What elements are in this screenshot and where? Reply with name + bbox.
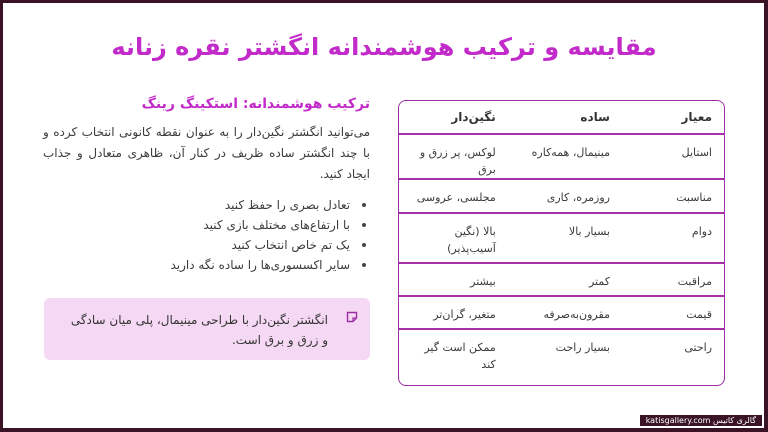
table-cell: ممکن است گیر کند [424, 341, 496, 371]
table-cell: مقرون‌به‌صرفه [543, 308, 610, 321]
frame-right [764, 0, 768, 432]
header-criterion: معیار [681, 110, 712, 124]
bullet-item [43, 195, 370, 215]
bullet-text: تعادل بصری را حفظ کنید [224, 198, 350, 212]
frame-top [0, 0, 768, 3]
note-box [44, 298, 370, 360]
table-row [399, 296, 724, 329]
bullet-text: با ارتفاع‌های مختلف بازی کنید [203, 218, 350, 232]
table-cell: مینیمال، همه‌کاره [531, 146, 610, 159]
content-section [43, 96, 370, 275]
table-cell: مجلسی، عروسی [416, 191, 496, 204]
table-cell: بالا (نگین آسیب‌پذیر) [447, 225, 496, 255]
table-row [399, 179, 724, 213]
frame-left [0, 0, 3, 432]
table-cell: متغیر، گران‌تر [433, 308, 496, 321]
bullet-item [43, 255, 370, 275]
table-cell: بسیار بالا [568, 225, 610, 238]
slide-title: مقایسه و ترکیب هوشمندانه انگشتر نقره زنانه [111, 33, 657, 61]
table-row [399, 134, 724, 179]
bullet-dot-icon [362, 223, 366, 227]
table-cell: بیشتر [470, 275, 496, 288]
table-cell: دوام [691, 225, 712, 238]
bullet-text: سایر اکسسوری‌ها را ساده نگه دارید [170, 258, 350, 272]
header-simple: ساده [580, 110, 610, 124]
header-stone: نگین‌دار [451, 110, 496, 124]
watermark: گالری کاتیس katisgallery.com [640, 415, 762, 426]
bullet-text: یک تم خاص انتخاب کنید [231, 238, 350, 252]
frame-bottom [0, 428, 768, 432]
bullet-item [43, 235, 370, 255]
table-row [399, 263, 724, 296]
table-cell: کمتر [588, 275, 610, 288]
sticky-note-icon [346, 311, 358, 323]
section-subtitle: ترکیب هوشمندانه: استکینگ رینگ [141, 96, 370, 112]
bullet-dot-icon [362, 243, 366, 247]
table-cell: استایل [681, 146, 712, 159]
table-cell: روزمره، کاری [546, 191, 610, 204]
bullet-item [43, 215, 370, 235]
bullet-list [43, 195, 370, 275]
bullet-dot-icon [362, 263, 366, 267]
table-cell: لوکس، پر زرق و برق [419, 146, 496, 176]
table-row [399, 213, 724, 263]
section-paragraph: می‌توانید انگشتر نگین‌دار را به عنوان نقطه کانونی انتخاب کرده و با چند انگشتر ساده ظریف در کنار آن، ظاهری متعادل و جذاب ایجاد کنید. [43, 125, 370, 181]
table-cell: مناسبت [676, 191, 712, 204]
table-cell: بسیار راحت [555, 341, 610, 354]
table-cell: راحتی [684, 341, 712, 354]
table-header-row [399, 101, 724, 134]
bullet-dot-icon [362, 203, 366, 207]
note-text: انگشتر نگین‌دار با طراحی مینیمال، پلی میان سادگی و زرق و برق است. [70, 313, 328, 347]
table-cell: مراقبت [677, 275, 712, 288]
table-row [399, 329, 724, 379]
comparison-table [398, 100, 725, 386]
table-cell: قیمت [686, 308, 712, 321]
